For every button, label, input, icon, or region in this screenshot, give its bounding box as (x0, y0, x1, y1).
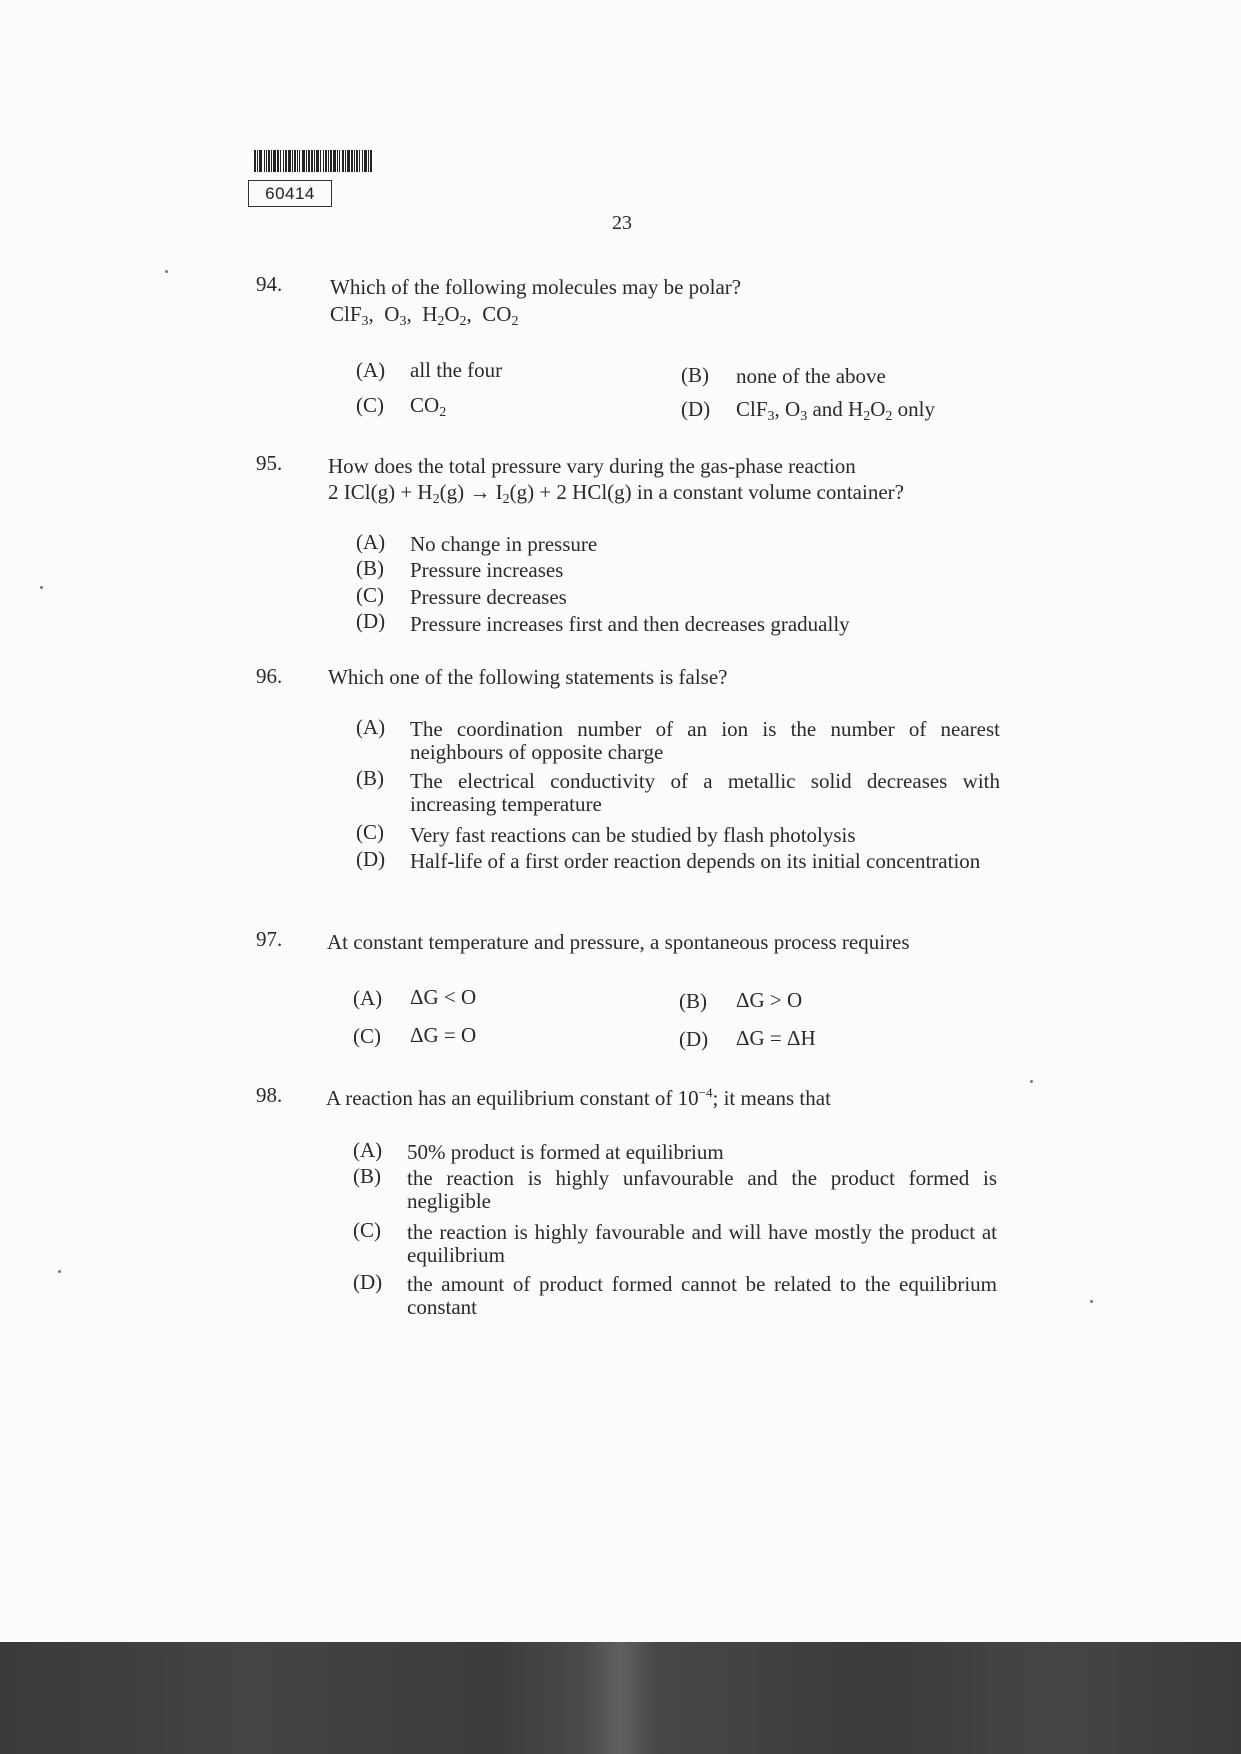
option-label: (C) (356, 820, 384, 844)
option-text: the reaction is highly unfavourable and the product formed is negligible (407, 1166, 997, 1213)
option-label: (C) (356, 583, 384, 607)
option-text: ClF$_3$, $O_3$ and $H_2O_2$ only (736, 397, 935, 424)
option-label: (A) (356, 358, 386, 382)
option-text: The coordination number of an ion is the number of nearest neighbours of opposite charge (410, 717, 1000, 764)
option-label: (B) (356, 556, 384, 580)
option-text: The electrical conductivity of a metallic solid decreases with increasing temperature (410, 769, 1000, 816)
option-text: Pressure increases first and then decreases gradually (410, 612, 850, 636)
option-text: Half-life of a first order reaction depends on its initial concentration (410, 849, 981, 873)
question-text: At constant temperature and pressure, a spontaneous process requires (327, 930, 910, 954)
option-label: (D) (353, 1270, 383, 1294)
scan-speck (1090, 1300, 1093, 1303)
option-text: the amount of product formed cannot be related to the equilibrium constant (407, 1272, 997, 1319)
question-number: 95. (256, 451, 283, 475)
option-label: (D) (679, 1027, 709, 1051)
scan-speck (58, 1270, 61, 1273)
question-number: 96. (256, 664, 283, 688)
option-text: all the four (410, 358, 503, 382)
option-text: ΔG < O (410, 985, 477, 1009)
option-label: (C) (353, 1218, 381, 1242)
scanner-edge (0, 1642, 1241, 1754)
option-text: $CO_2$ (410, 393, 447, 420)
option-text: Pressure increases (410, 558, 564, 582)
option-label: (B) (353, 1164, 381, 1188)
option-text: No change in pressure (410, 532, 598, 556)
option-label: (D) (356, 609, 386, 633)
option-label: (A) (353, 1138, 383, 1162)
question-text: A reaction has an equilibrium constant of $10^{-4}$; it means that (326, 1085, 831, 1110)
question-text: Which one of the following statements is false? (328, 665, 728, 689)
option-text: ΔG > O (736, 988, 803, 1012)
option-text: none of the above (736, 364, 886, 388)
molecule-list: ClF$_3$, $O_3$, $H_2O_2$, $CO_2$ (330, 302, 519, 329)
option-label: (B) (356, 766, 384, 790)
scan-speck (1030, 1080, 1033, 1083)
option-text: ΔG = O (410, 1023, 477, 1047)
barcode (254, 150, 386, 172)
option-label: (C) (356, 393, 384, 417)
question-number: 97. (256, 927, 283, 951)
option-label: (B) (681, 363, 709, 387)
question-text: How does the total pressure vary during the gas-phase reaction (328, 454, 856, 478)
exam-code: 60414 (248, 180, 332, 207)
option-text: Pressure decreases (410, 585, 567, 609)
option-label: (A) (356, 530, 386, 554)
question-text: Which of the following molecules may be polar? (330, 275, 742, 299)
scan-speck (40, 586, 43, 589)
reaction-equation: 2 $ICl(g) + H_2(g) \to I_2(g) + 2$ HCl(g) in a constant volume container? (328, 480, 904, 507)
option-label: (C) (353, 1024, 381, 1048)
option-text: ΔG = ΔH (736, 1026, 816, 1050)
option-label: (D) (356, 847, 386, 871)
scan-speck (165, 270, 168, 273)
option-label: (A) (356, 715, 386, 739)
option-label: (D) (681, 397, 711, 421)
option-text: the reaction is highly favourable and will have mostly the product at equilibrium (407, 1220, 997, 1267)
option-text: Very fast reactions can be studied by flash photolysis (410, 823, 856, 847)
page-number: 23 (612, 212, 632, 234)
question-number: 98. (256, 1083, 283, 1107)
option-label: (B) (679, 989, 707, 1013)
option-text: 50% product is formed at equilibrium (407, 1140, 724, 1164)
option-label: (A) (353, 986, 383, 1010)
question-number: 94. (256, 272, 283, 296)
